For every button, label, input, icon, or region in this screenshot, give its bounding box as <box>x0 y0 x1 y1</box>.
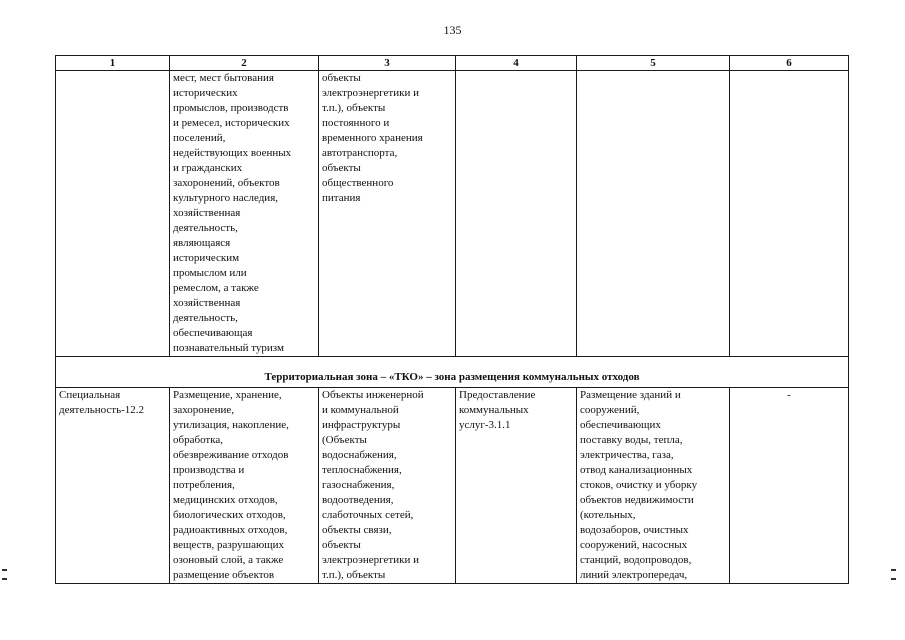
cell-c6 <box>730 71 849 357</box>
cell-c4 <box>456 388 577 584</box>
cell-text: Размещение, хранение, захоронение, утилизация, накопление, обработка, обезвреживание отходов производства и потребления, медицинских отходов, биологических отходов, радиоактивных отходов, веществ, разрушающих озоновый слой, а также размещение объектов <box>173 389 289 581</box>
cell-text: Предоставление коммунальных услуг-3.1.1 <box>459 389 536 431</box>
page-number: 135 <box>443 23 462 37</box>
right-edge-mark <box>891 569 896 580</box>
cell-text: Специальная деятельность-12.2 <box>59 389 145 416</box>
cell-text: объекты электроэнергетики и т.п.), объекты постоянного и временного хранения автотранспорта, объекты общественного питания <box>322 72 423 204</box>
left-edge-mark <box>2 569 7 580</box>
header-col-3: 3 <box>319 56 456 71</box>
cell-text: - <box>787 389 791 401</box>
cell-c2 <box>170 71 319 357</box>
cell-c3 <box>319 71 456 357</box>
cell-text: Размещение зданий и сооружений, обеспечивающих поставку воды, тепла, электричества, газа, отвод канализационных стоков, очистку и уборку объектов недвижимости (котельных, водозаборов, очистных сооружений, насосных станций, водопроводов, линий электропередач, <box>580 389 698 581</box>
cell-c1 <box>56 388 170 584</box>
cell-c6 <box>730 388 849 584</box>
cell-c1 <box>56 71 170 357</box>
header-col-2: 2 <box>170 56 319 71</box>
cell-text: мест, мест бытования исторических промыслов, производств и ремесел, исторических поселений, недействующих военных и гражданских захоронений, объектов культурного наследия, хозяйственная деятельность, являющаяся историческим промыслом или ремеслом, а также хозяйственная деятельность, обеспечивающая познавательный туризм <box>173 72 292 354</box>
header-col-6: 6 <box>730 56 849 71</box>
header-row <box>56 56 849 71</box>
cell-c5 <box>577 71 730 357</box>
cell-c2 <box>170 388 319 584</box>
header-col-5: 5 <box>577 56 730 71</box>
cell-c4 <box>456 71 577 357</box>
zoning-table <box>55 55 849 584</box>
cell-c3 <box>319 388 456 584</box>
header-col-1: 1 <box>56 56 170 71</box>
section-title: Территориальная зона – «ТКО» – зона размещения коммунальных отходов <box>56 357 849 388</box>
header-col-4: 4 <box>456 56 577 71</box>
table-row-continuation <box>56 71 849 357</box>
cell-text: Объекты инженерной и коммунальной инфраструктуры (Объекты водоснабжения, теплоснабжения, газоснабжения, водоотведения, слаботочных сетей, объекты связи, объекты электроэнергетики и т.п.), объекты <box>322 389 424 581</box>
table-row-special <box>56 388 849 584</box>
cell-c5 <box>577 388 730 584</box>
table-row-section <box>56 357 849 388</box>
